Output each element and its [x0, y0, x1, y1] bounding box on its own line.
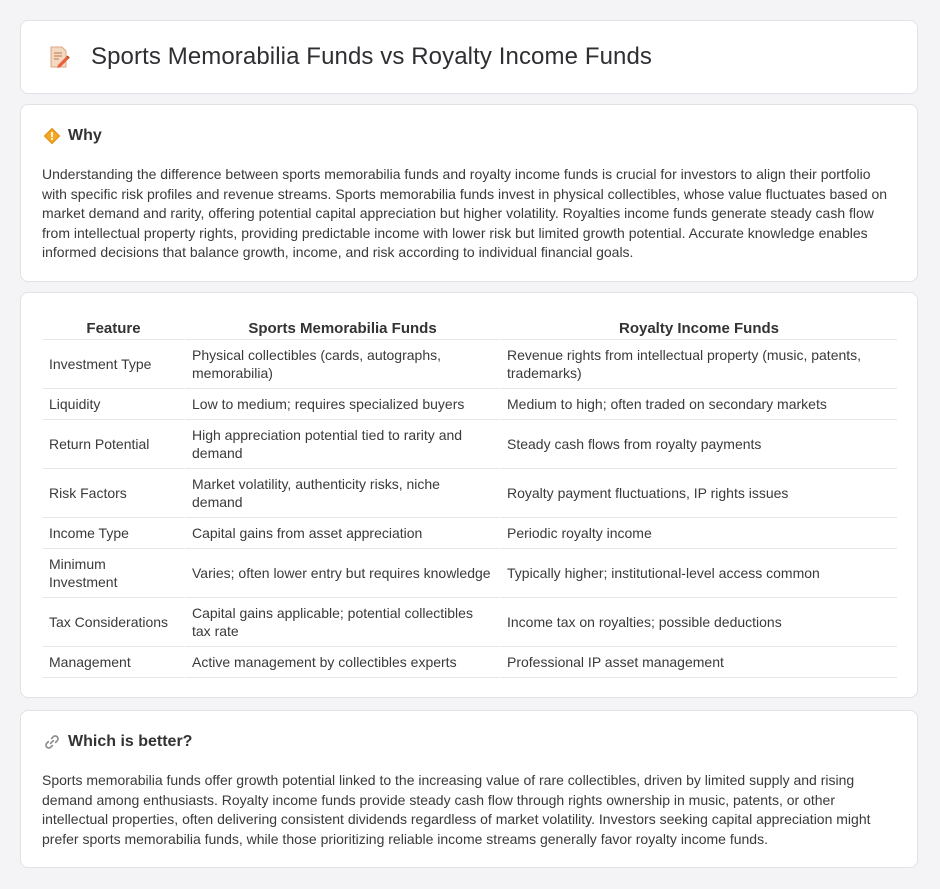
royalty-cell: Royalty payment fluctuations, IP rights issues — [499, 469, 897, 518]
memorabilia-cell: Capital gains from asset appreciation — [184, 518, 499, 549]
table-row — [43, 389, 897, 420]
column-header-feature: Feature — [43, 317, 184, 340]
memorabilia-cell: Physical collectibles (cards, autographs, memorabilia) — [184, 340, 499, 389]
column-header-memorabilia: Sports Memorabilia Funds — [184, 317, 499, 340]
document-pen-icon — [47, 45, 71, 69]
memorabilia-cell: Low to medium; requires specialized buyers — [184, 389, 499, 420]
why-text: Understanding the difference between sports memorabilia funds and royalty income funds is crucial for investors to align their portfolio with specific risk profiles and revenue streams. Sports memorabilia funds invest in physical collectibles, whose value fluctuates based on market demand and rarity, offering potential capital appreciation but higher volatility. Royalties income funds generate steady cash flow from intellectual property rights, providing predictable income with lower risk but limited growth potential. Accurate knowledge enables informed decisions that balance growth, income, and risk according to individual financial goals. — [42, 166, 888, 261]
table-row — [43, 598, 897, 647]
column-header-royalty: Royalty Income Funds — [499, 317, 897, 340]
table-row — [43, 549, 897, 598]
diamond-warning-icon — [43, 127, 61, 145]
table-header-row — [43, 317, 897, 340]
royalty-cell: Professional IP asset management — [499, 647, 897, 678]
table-row — [43, 469, 897, 518]
feature-cell: Tax Considerations — [43, 598, 184, 647]
table-row — [43, 420, 897, 469]
royalty-cell: Typically higher; institutional-level access common — [499, 549, 897, 598]
memorabilia-cell: Market volatility, authenticity risks, niche demand — [184, 469, 499, 518]
royalty-cell: Income tax on royalties; possible deductions — [499, 598, 897, 647]
royalty-cell: Revenue rights from intellectual property (music, patents, trademarks) — [499, 340, 897, 389]
link-icon — [43, 733, 61, 751]
feature-cell: Minimum Investment — [43, 549, 184, 598]
royalty-cell: Steady cash flows from royalty payments — [499, 420, 897, 469]
which-better-text: Sports memorabilia funds offer growth potential linked to the increasing value of rare collectibles, driven by limited supply and rising demand among enthusiasts. Royalty income funds provide steady cash flow through rights ownership in music, patents, or other intellectual properties, often delivering consistent dividends regardless of market volatility. Investors seeking capital appreciation might prefer sports memorabilia funds, while those prioritizing reliable income streams generally favor royalty income funds. — [42, 772, 871, 847]
which-better-title: Which is better? — [68, 733, 193, 750]
royalty-cell: Medium to high; often traded on secondary markets — [499, 389, 897, 420]
table-row — [43, 518, 897, 549]
table-row — [43, 647, 897, 678]
why-title: Why — [68, 127, 102, 144]
royalty-cell: Periodic royalty income — [499, 518, 897, 549]
memorabilia-cell: Capital gains applicable; potential collectibles tax rate — [184, 598, 499, 647]
memorabilia-cell: Active management by collectibles experts — [184, 647, 499, 678]
memorabilia-cell: Varies; often lower entry but requires knowledge — [184, 549, 499, 598]
why-heading — [43, 127, 102, 145]
header-card — [20, 20, 918, 94]
comparison-table — [43, 317, 897, 678]
table-row — [43, 340, 897, 389]
feature-cell: Risk Factors — [43, 469, 184, 518]
which-better-heading — [43, 733, 192, 751]
feature-cell: Investment Type — [43, 340, 184, 389]
comparison-section — [20, 292, 918, 698]
feature-cell: Income Type — [43, 518, 184, 549]
which-better-section — [20, 710, 918, 868]
why-section — [20, 104, 918, 282]
memorabilia-cell: High appreciation potential tied to rarity and demand — [184, 420, 499, 469]
page-title: Sports Memorabilia Funds vs Royalty Income Funds — [91, 43, 653, 70]
feature-cell: Liquidity — [43, 389, 184, 420]
feature-cell: Management — [43, 647, 184, 678]
feature-cell: Return Potential — [43, 420, 184, 469]
